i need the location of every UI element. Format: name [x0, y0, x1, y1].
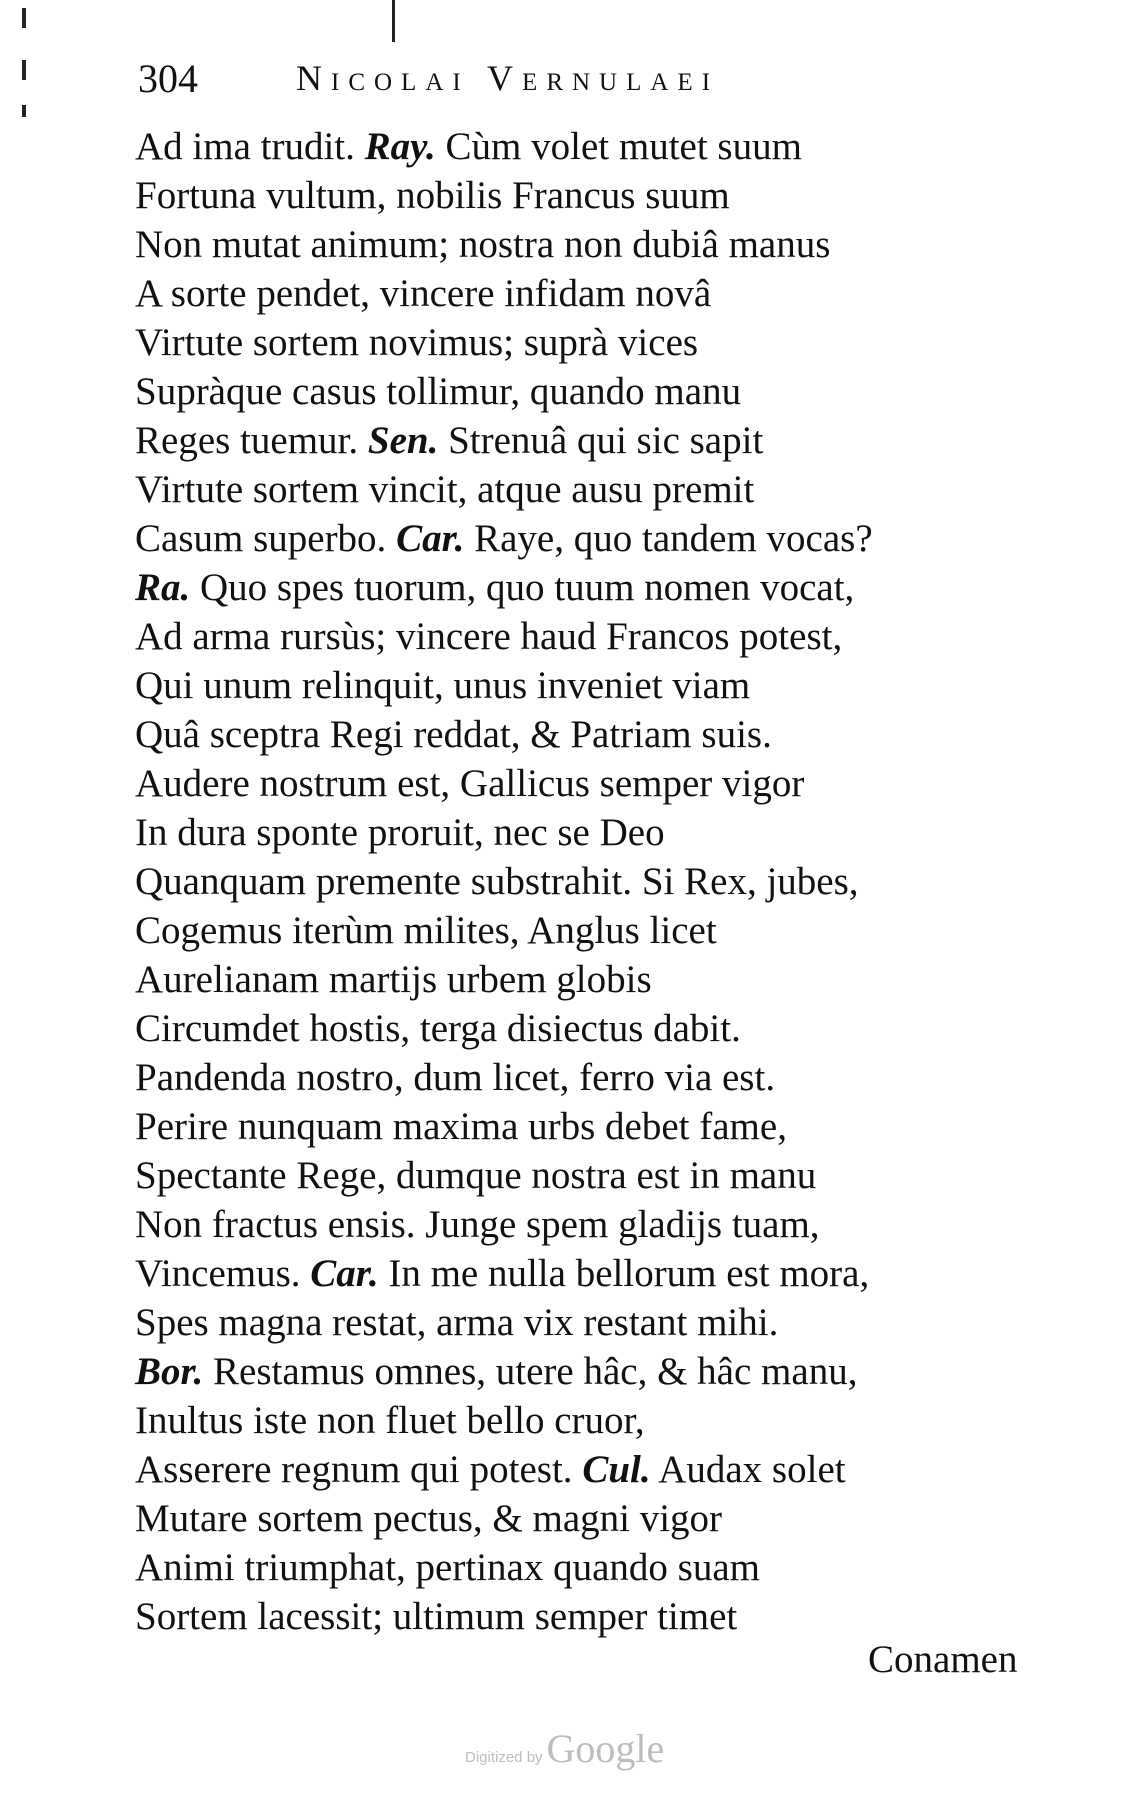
- speaker-label: Ra.: [135, 566, 191, 609]
- watermark-prefix: Digitized by: [465, 1749, 543, 1766]
- verse-line: [135, 1151, 1035, 1200]
- verse-text-segment: Supràque casus tollimur, quando manu: [135, 370, 742, 413]
- verse-text-segment: Quâ sceptra Regi reddat, & Patriam suis.: [135, 713, 772, 756]
- page-header: [138, 55, 938, 115]
- verse-text-segment: Qui unum relinquit, unus inveniet viam: [135, 664, 751, 707]
- verse-text-segment: Audax solet: [650, 1448, 846, 1491]
- verse-text-segment: Inultus iste non fluet bello cruor,: [135, 1399, 645, 1442]
- watermark-logo: Google: [546, 1726, 665, 1771]
- verse-text-segment: Fortuna vultum, nobilis Francus suum: [135, 174, 730, 217]
- page-edge-mark: [392, 0, 395, 42]
- verse-line: [135, 1298, 1035, 1347]
- verse-text-segment: Vincemus.: [135, 1252, 311, 1295]
- verse-line: [135, 661, 1035, 710]
- gutter-mark: [22, 60, 26, 80]
- verse-text-segment: Virtute sortem vincit, atque ausu premit: [135, 468, 755, 511]
- verse-line: [135, 318, 1035, 367]
- verse-text-segment: Spectante Rege, dumque nostra est in manu: [135, 1154, 817, 1197]
- verse-line: [135, 1494, 1035, 1543]
- verse-text-segment: Non fractus ensis. Junge spem gladijs tuam,: [135, 1203, 820, 1246]
- verse-line: [135, 465, 1035, 514]
- verse-text-segment: Aurelianam martijs urbem globis: [135, 958, 652, 1001]
- verse-text-segment: Sortem lacessit; ultimum semper timet: [135, 1595, 738, 1638]
- verse-text-segment: Ad ima trudit.: [135, 125, 365, 168]
- verse-line: [135, 563, 1035, 612]
- verse-line: [135, 220, 1035, 269]
- verse-line: [135, 367, 1035, 416]
- digitization-watermark: [465, 1725, 664, 1772]
- verse-text-segment: Strenuâ qui sic sapit: [438, 419, 764, 462]
- verse-text-segment: Ad arma rursùs; vincere haud Francos potest,: [135, 615, 843, 658]
- verse-text: [135, 122, 1035, 1641]
- gutter-mark: [22, 105, 26, 117]
- verse-text-segment: Audere nostrum est, Gallicus semper vigor: [135, 762, 805, 805]
- verse-text-segment: Quanquam premente substrahit. Si Rex, jubes,: [135, 860, 859, 903]
- speaker-label: Ray.: [364, 125, 436, 168]
- verse-text-segment: Reges tuemur.: [135, 419, 368, 462]
- catchword: Conamen: [868, 1638, 1018, 1681]
- verse-text-segment: Quo spes tuorum, quo tuum nomen vocat,: [190, 566, 855, 609]
- verse-text-segment: Mutare sortem pectus, & magni vigor: [135, 1497, 723, 1540]
- speaker-label: Sen.: [367, 419, 439, 462]
- verse-line: [135, 1102, 1035, 1151]
- verse-line: [135, 759, 1035, 808]
- verse-text-segment: Cùm volet mutet suum: [435, 125, 802, 168]
- verse-line: [135, 1396, 1035, 1445]
- verse-text-segment: Animi triumphat, pertinax quando suam: [135, 1546, 760, 1589]
- verse-line: [135, 906, 1035, 955]
- gutter-mark: [22, 8, 26, 28]
- verse-line: [135, 514, 1035, 563]
- verse-text-segment: Spes magna restat, arma vix restant mihi.: [135, 1301, 779, 1344]
- verse-text-segment: A sorte pendet, vincere infidam novâ: [135, 272, 712, 315]
- verse-line: [135, 1200, 1035, 1249]
- verse-text-segment: Circumdet hostis, terga disiectus dabit.: [135, 1007, 741, 1050]
- speaker-label: Cul.: [582, 1448, 651, 1491]
- verse-line: [135, 1543, 1035, 1592]
- verse-line: [135, 171, 1035, 220]
- verse-line: [135, 1249, 1035, 1298]
- verse-text-segment: In me nulla bellorum est mora,: [378, 1252, 870, 1295]
- verse-text-segment: Restamus omnes, utere hâc, & hâc manu,: [203, 1350, 858, 1393]
- verse-line: [135, 612, 1035, 661]
- verse-line: [135, 1053, 1035, 1102]
- verse-line: [135, 416, 1035, 465]
- running-head: Nicolai Vernulaei: [296, 58, 720, 98]
- verse-text-segment: Pandenda nostro, dum licet, ferro via est.: [135, 1056, 776, 1099]
- verse-text-segment: Non mutat animum; nostra non dubiâ manus: [135, 223, 831, 266]
- verse-line: [135, 808, 1035, 857]
- verse-line: [135, 269, 1035, 318]
- verse-text-segment: Asserere regnum qui potest.: [135, 1448, 583, 1491]
- speaker-label: Car.: [396, 517, 465, 560]
- verse-line: [135, 857, 1035, 906]
- verse-text-segment: Perire nunquam maxima urbs debet fame,: [135, 1105, 787, 1148]
- verse-text-segment: Raye, quo tandem vocas?: [464, 517, 873, 560]
- verse-line: [135, 710, 1035, 759]
- speaker-label: Car.: [310, 1252, 379, 1295]
- verse-text-segment: In dura sponte proruit, nec se Deo: [135, 811, 665, 854]
- verse-line: [135, 1592, 1035, 1641]
- verse-text-segment: Virtute sortem novimus; suprà vices: [135, 321, 699, 364]
- verse-line: [135, 1004, 1035, 1053]
- verse-text-segment: Casum superbo.: [135, 517, 397, 560]
- verse-line: [135, 955, 1035, 1004]
- verse-line: [135, 1347, 1035, 1396]
- page-number: 304: [138, 56, 198, 101]
- verse-line: [135, 1445, 1035, 1494]
- verse-line: [135, 122, 1035, 171]
- speaker-label: Bor.: [135, 1350, 204, 1393]
- verse-text-segment: Cogemus iterùm milites, Anglus licet: [135, 909, 717, 952]
